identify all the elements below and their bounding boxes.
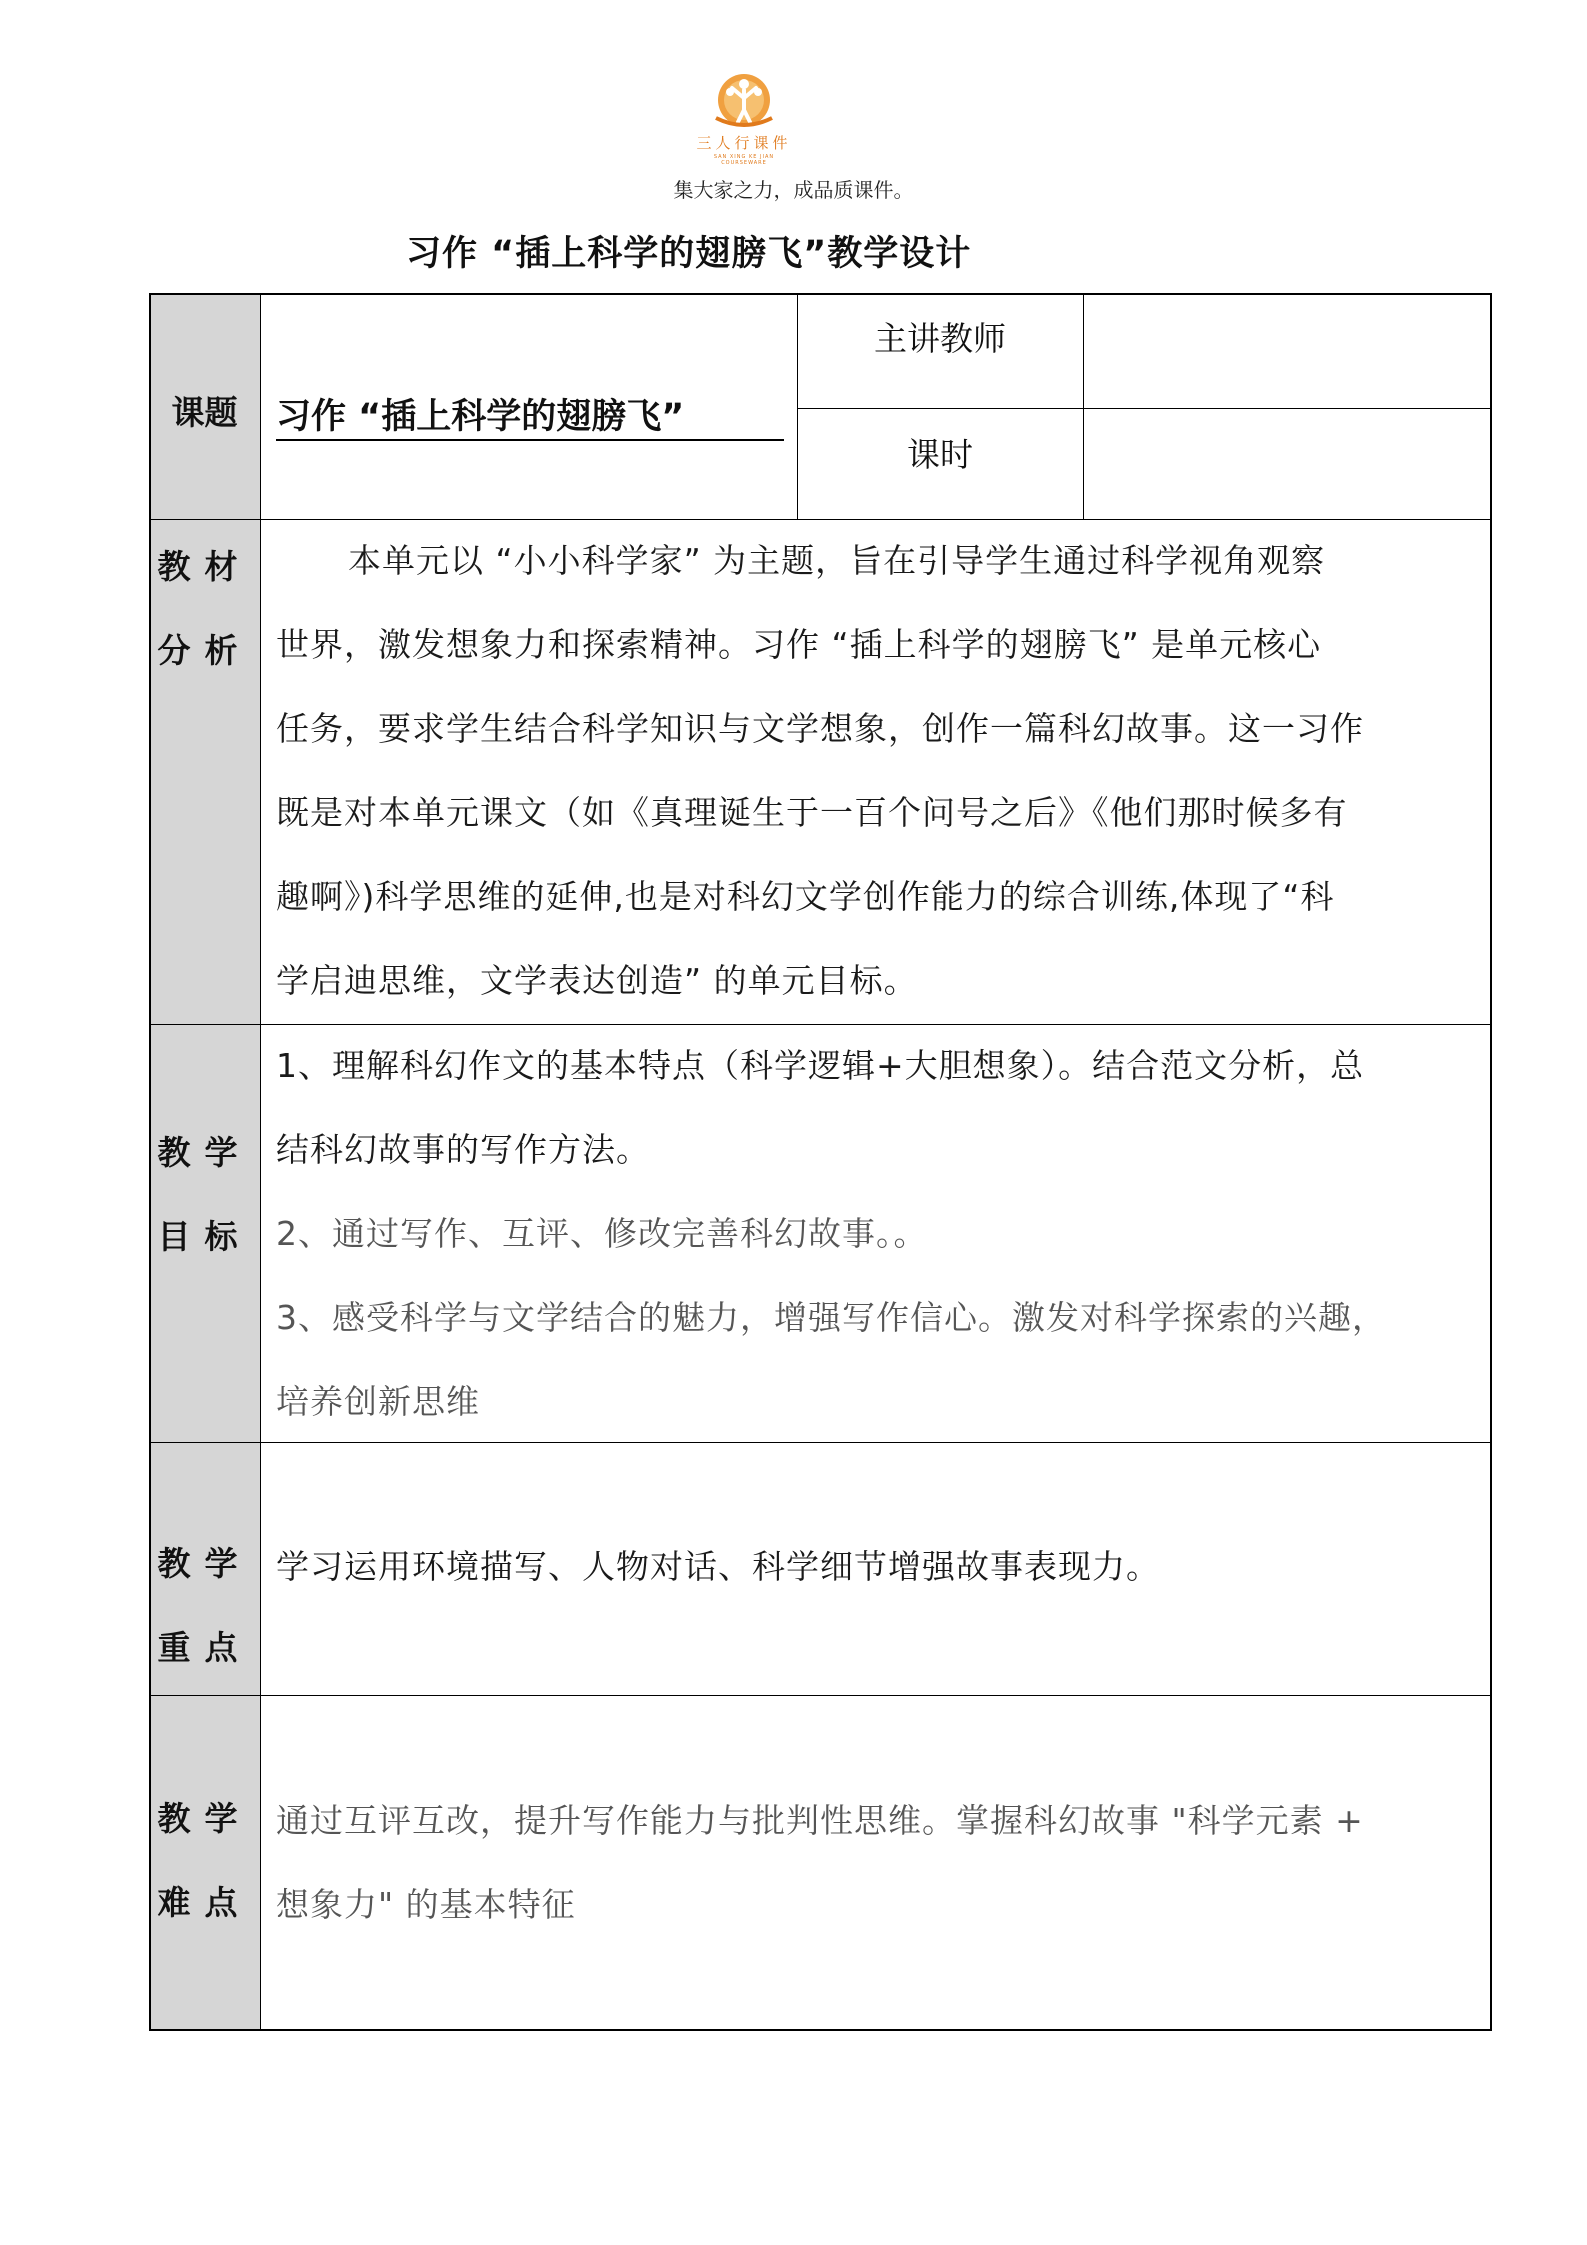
- topic-underline: [276, 439, 784, 441]
- goals-text: [276, 1024, 1486, 1444]
- topic-label-cell: [149, 293, 260, 519]
- analysis-label-1: 教材: [157, 547, 252, 586]
- analysis-line: 世界，激发想象力和探索精神。习作 “插上科学的翅膀飞” 是单元核心: [276, 625, 1322, 664]
- logo-subtext: SAN XING KE JIAN COURSEWARE: [713, 154, 775, 166]
- difficulty-label-cell: [149, 1695, 260, 2031]
- analysis-line: 学启迪思维，文学表达创造” 的单元目标。: [276, 961, 918, 1000]
- analysis-line: 任务，要求学生结合科学知识与文学想象，创作一篇科幻故事。这一习作: [276, 709, 1364, 748]
- goal-line: 1、理解科幻作文的基本特点（科学逻辑+大胆想象）。结合范文分析，总: [276, 1046, 1365, 1085]
- teacher-label: 主讲教师: [874, 319, 1006, 358]
- goal-line: 2、通过写作、互评、修改完善科幻故事。。: [276, 1214, 928, 1253]
- slogan: 集大家之力，成品质课件。: [673, 178, 914, 202]
- difficulty-text: [276, 1779, 1486, 1947]
- label-column-divider: [260, 293, 261, 2031]
- goals-label-cell: [149, 1024, 260, 1442]
- goals-label-2: 目标: [157, 1217, 252, 1256]
- topic-label: 课题: [171, 393, 238, 432]
- analysis-line: 趣啊》)科学思维的延伸,也是对科幻文学创作能力的综合训练,体现了“科: [276, 877, 1335, 916]
- analysis-label-cell: [149, 519, 260, 1024]
- teacher-period-divider: [797, 408, 1492, 409]
- key-text: 学习运用环境描写、人物对话、科学细节增强故事表现力。: [276, 1547, 1160, 1586]
- difficulty-line: 想象力" 的基本特征: [276, 1885, 576, 1924]
- period-label: 课时: [907, 435, 973, 474]
- goal-line: 结科幻故事的写作方法。: [276, 1130, 650, 1169]
- difficulty-label-2: 难点: [157, 1883, 252, 1922]
- goal-line: 3、感受科学与文学结合的魅力，增强写作信心。激发对科学探索的兴趣，: [276, 1298, 1386, 1337]
- logo-text: 三人行课件: [696, 134, 792, 152]
- key-label-2: 重点: [157, 1628, 252, 1667]
- analysis-line: 既是对本单元课文（如《真理诞生于一百个问号之后》《他们那时候多有: [276, 793, 1348, 832]
- logo-figure-icon: [692, 70, 796, 132]
- key-label-cell: [149, 1442, 260, 1695]
- lesson-plan-table: [149, 293, 1492, 2031]
- table-border-left: [149, 293, 151, 2031]
- table-border-bottom: [149, 2029, 1492, 2031]
- key-label-1: 教学: [157, 1544, 252, 1583]
- goals-label-1: 教学: [157, 1133, 252, 1172]
- row-divider: [149, 1695, 1492, 1696]
- difficulty-line: 通过互评互改，提升写作能力与批判性思维。掌握科幻故事 "科学元素 +: [276, 1801, 1364, 1840]
- analysis-text: [276, 519, 1486, 1023]
- logo: [692, 70, 796, 166]
- topic-value: 习作 “插上科学的翅膀飞”: [276, 397, 685, 437]
- table-border-right: [1490, 293, 1492, 2031]
- analysis-label-2: 分析: [157, 631, 252, 670]
- analysis-line: 本单元以 “小小科学家” 为主题，旨在引导学生通过科学视角观察: [348, 541, 1326, 580]
- goal-line: 培养创新思维: [276, 1382, 480, 1421]
- document-title: 习作 “插上科学的翅膀飞”教学设计: [406, 234, 972, 274]
- difficulty-label-1: 教学: [157, 1799, 252, 1838]
- table-border-top: [149, 293, 1492, 295]
- teacher-column-divider: [1083, 293, 1084, 519]
